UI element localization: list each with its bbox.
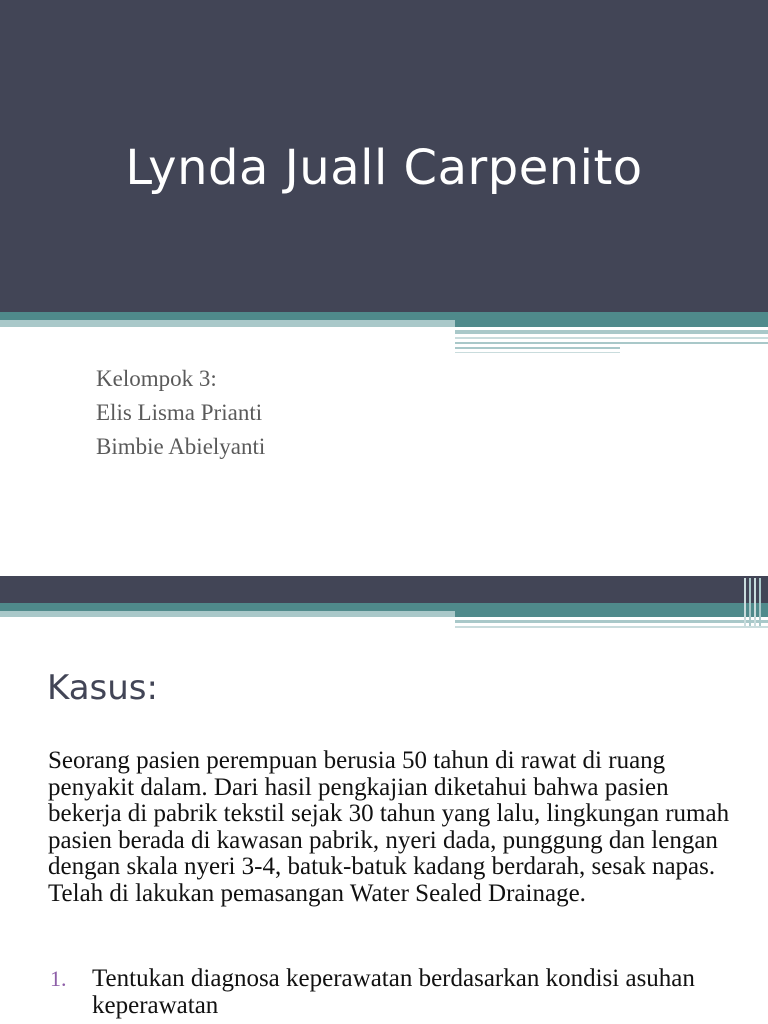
list-number: 1. [50,966,67,991]
tick-mark [759,578,761,626]
case-slide [0,576,768,1024]
stripe-thin-4 [455,347,620,349]
stripe-teal [0,603,768,611]
list-item [48,966,748,1019]
subtitle-line: Kelompok 3: [96,366,217,391]
stripe-thin-5 [455,352,620,353]
stripe-light-left [0,611,455,617]
case-heading: Kasus: [47,668,158,708]
stripe-teal [0,312,768,320]
stripe-thin-1 [455,620,768,623]
stripe-thin-2 [455,626,768,628]
subtitle-line: Elis Lisma Prianti [96,400,263,425]
tick-mark [754,578,756,626]
tick-mark [749,578,751,626]
subtitle-line: Bimbie Abielyanti [96,434,266,459]
stripe-light-left [0,320,455,327]
tick-mark [744,578,746,626]
slide-title: Lynda Juall Carpenito [125,140,643,196]
stripe-teal-right [455,320,768,327]
list-item-text: Tentukan diagnosa keperawatan berdasarkan kondisi asuhan keperawatan [92,965,695,1019]
stripe-thin-1 [455,330,768,334]
stripe-teal-right [455,611,768,617]
stripe-thin-3 [455,342,768,344]
case-description: Seorang pasien perempuan berusia 50 tahun di rawat di ruang penyakit dalam. Dari hasil pengkajian diketahui bahwa pasien bekerja di pabrik tekstil sejak 30 tahun yang lalu, lingkungan rumah pasien berada di kawasan pabrik, nyeri dada, punggung dan lengan dengan skala nyeri 3-4, batuk-batuk kadang berdarah, sesak napas. Telah di lakukan pemasangan Water Sealed Drainage. [48,747,730,907]
task-list [48,966,748,1019]
stripe-thin-2 [455,337,768,339]
top-band [0,576,768,603]
group-members [96,362,265,464]
